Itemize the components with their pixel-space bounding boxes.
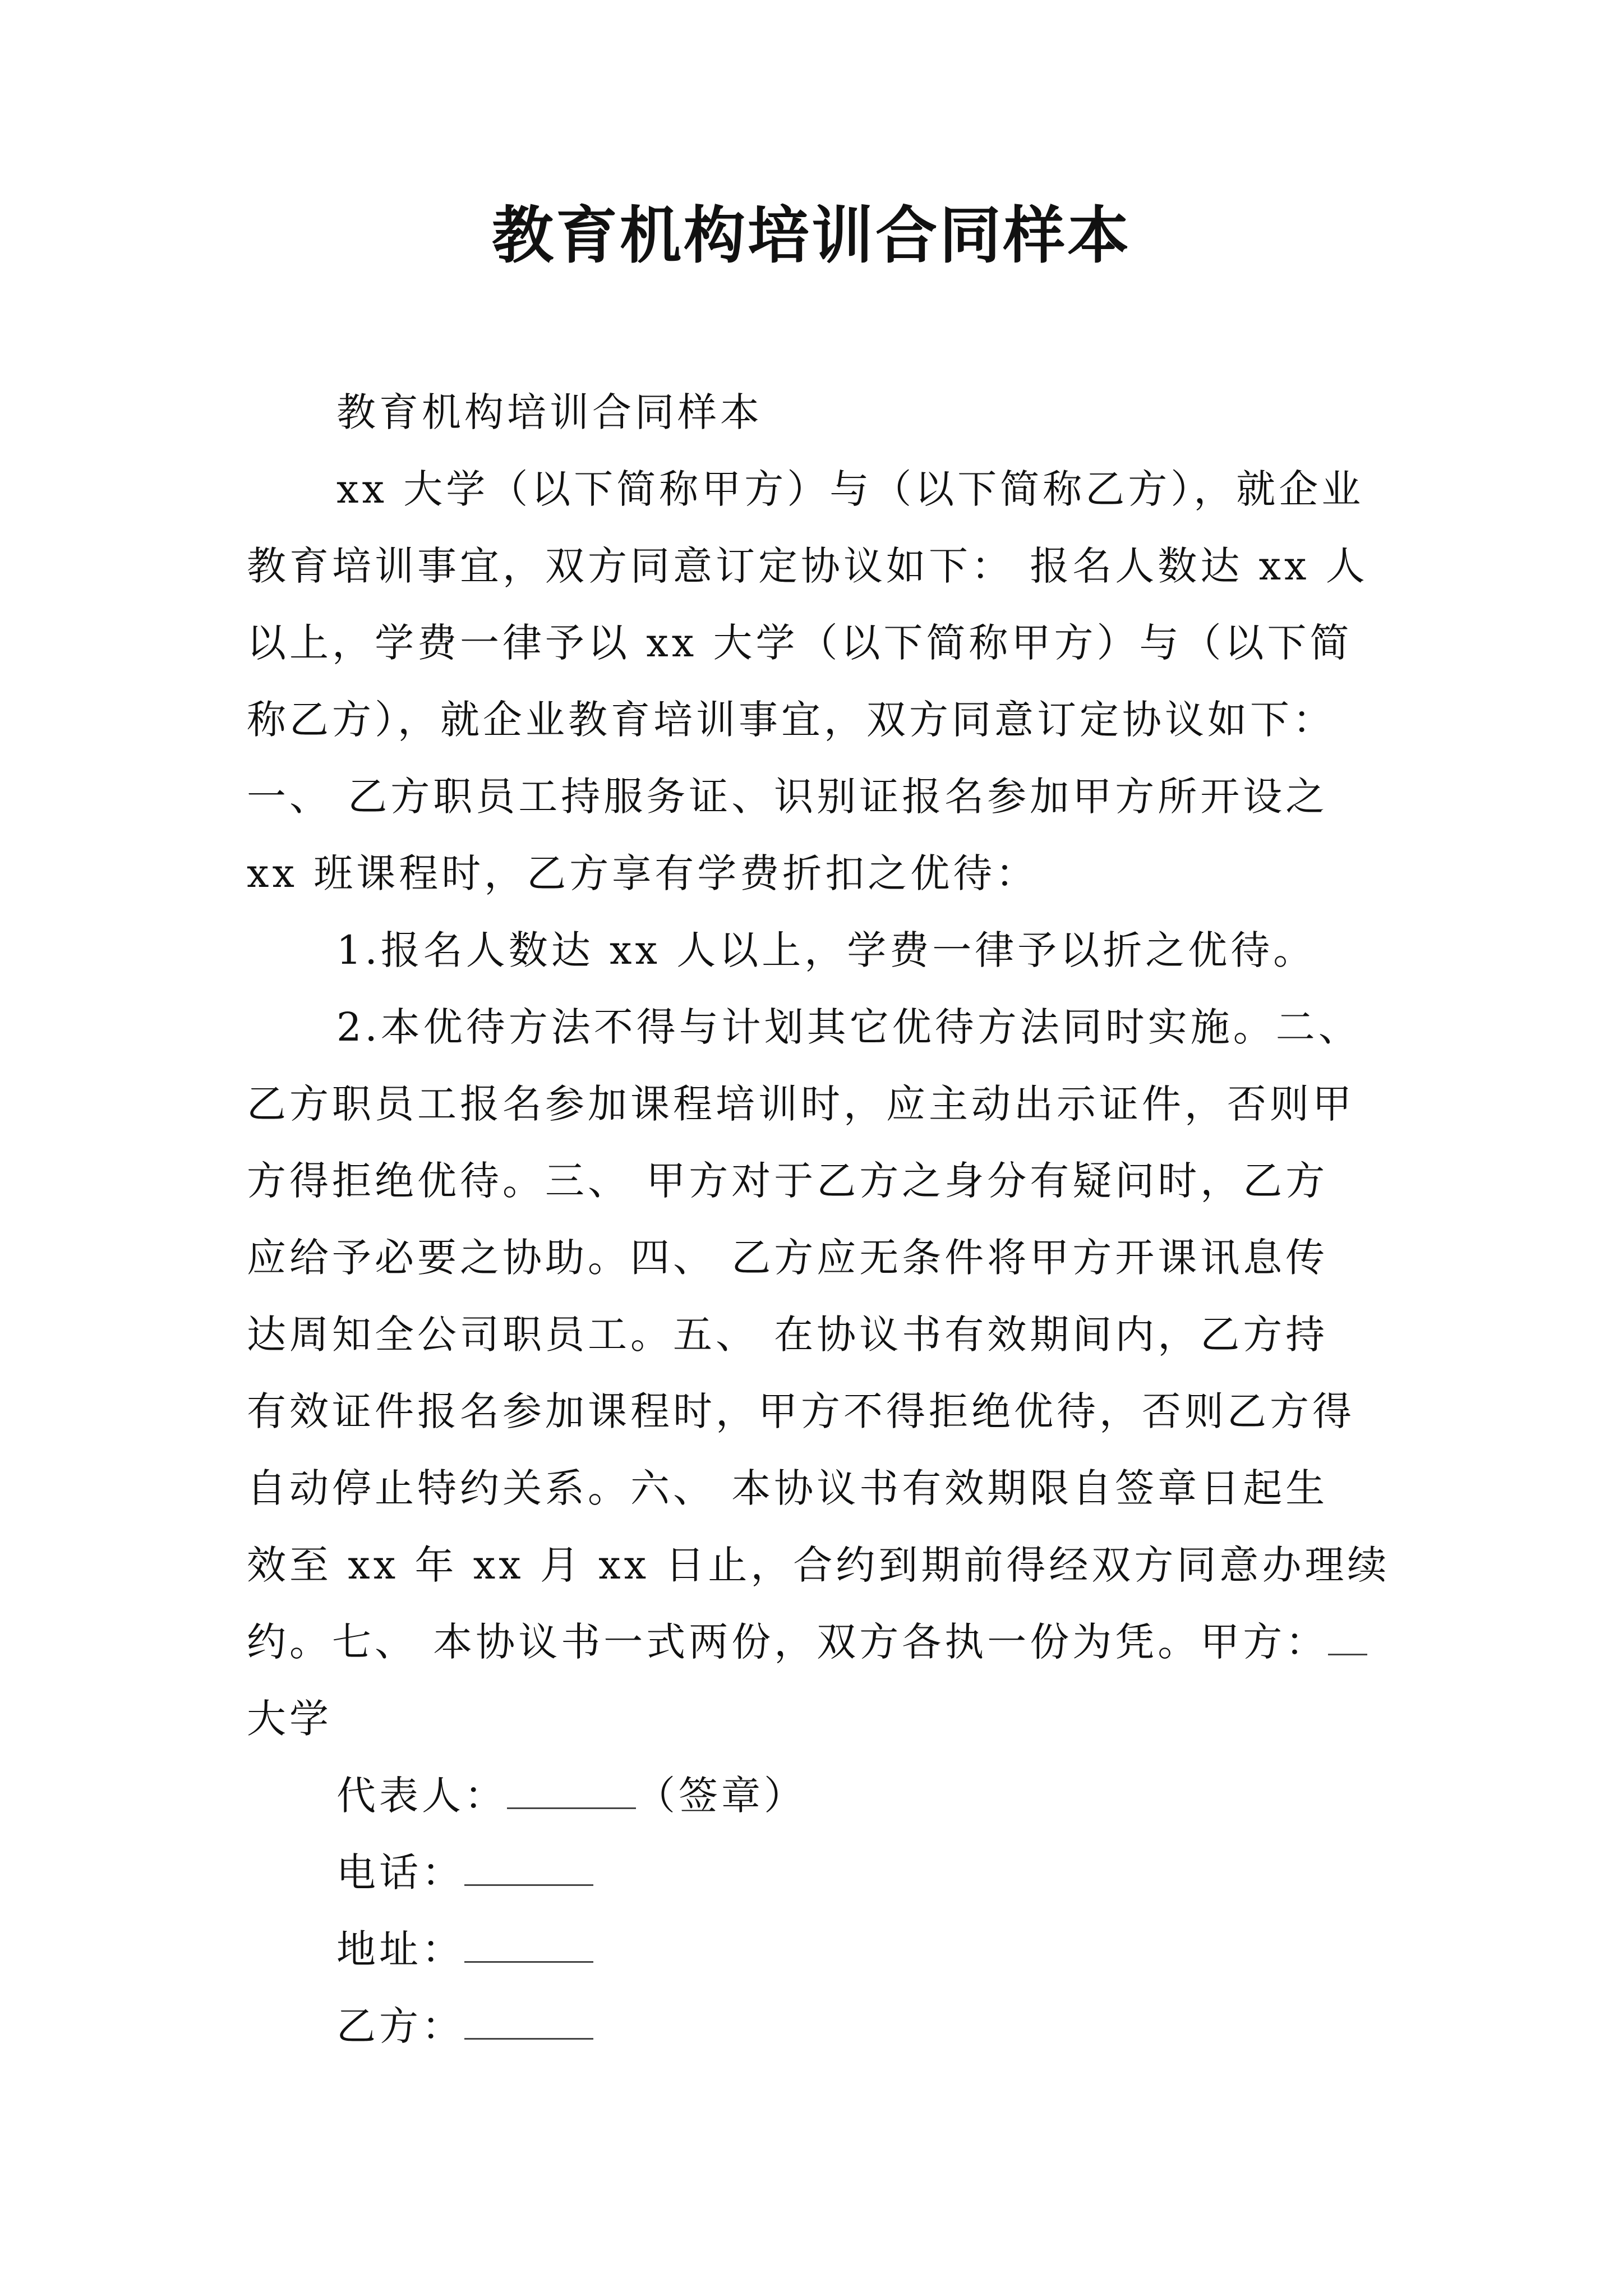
body-line: 教育培训事宜，双方同意订定协议如下： 报名人数达 xx 人 (247, 543, 1368, 589)
representative-blank (507, 1774, 636, 1809)
body-line: 自动停止特约关系。六、 本协议书有效期限自签章日起生 (247, 1465, 1329, 1511)
body-line: 以上，学费一律予以 xx 大学（以下简称甲方）与（以下简 (247, 620, 1353, 666)
body-line: 方得拒绝优待。三、 甲方对于乙方之身分有疑问时，乙方 (247, 1158, 1329, 1204)
party-b-line (336, 2001, 593, 2051)
representative-line (336, 1770, 806, 1821)
address-line (336, 1924, 593, 1975)
address-label: 地址： (336, 1926, 464, 1972)
phone-blank (464, 1851, 593, 1886)
body-line: 应给予必要之协助。四、 乙方应无条件将甲方开课讯息传 (247, 1235, 1329, 1281)
signature-note: （签章） (636, 1773, 806, 1819)
party-a-text: 约。七、 本协议书一式两份，双方各执一份为凭。甲方： (247, 1619, 1329, 1665)
representative-label: 代表人： (336, 1773, 507, 1819)
body-line: 称乙方），就企业教育培训事宜，双方同意订定协议如下： (247, 697, 1335, 743)
document-title: 教育机构培训合同样本 (492, 199, 1131, 272)
body-line: 一、 乙方职员工持服务证、识别证报名参加甲方所开设之 (247, 774, 1329, 820)
phone-label: 电话： (336, 1849, 464, 1895)
party-b-label: 乙方： (336, 2003, 464, 2049)
body-line: 乙方职员工报名参加课程培训时，应主动出示证件，否则甲 (247, 1081, 1355, 1127)
body-line-heading: 教育机构培训合同样本 (336, 389, 763, 435)
phone-line (336, 1847, 593, 1898)
body-line: 1.报名人数达 xx 人以上，学费一律予以折之优待。 (336, 927, 1316, 973)
body-line: 大学 (247, 1696, 332, 1742)
body-line: xx 大学（以下简称甲方）与（以下简称乙方），就企业 (336, 466, 1364, 512)
address-blank (464, 1927, 593, 1963)
body-line-party-a (247, 1617, 1367, 1667)
body-line: 2.本优待方法不得与计划其它优待方法同时实施。二、 (336, 1004, 1361, 1050)
party-b-blank (464, 2004, 593, 2040)
body-line: 有效证件报名参加课程时，甲方不得拒绝优待，否则乙方得 (247, 1388, 1355, 1434)
body-line: xx 班课程时，乙方享有学费折扣之优待： (247, 850, 1039, 896)
body-line: 效至 xx 年 xx 月 xx 日止，合约到期前得经双方同意办理续 (247, 1542, 1390, 1588)
body-line: 达周知全公司职员工。五、 在协议书有效期间内，乙方持 (247, 1312, 1329, 1358)
party-a-blank (1328, 1620, 1367, 1655)
